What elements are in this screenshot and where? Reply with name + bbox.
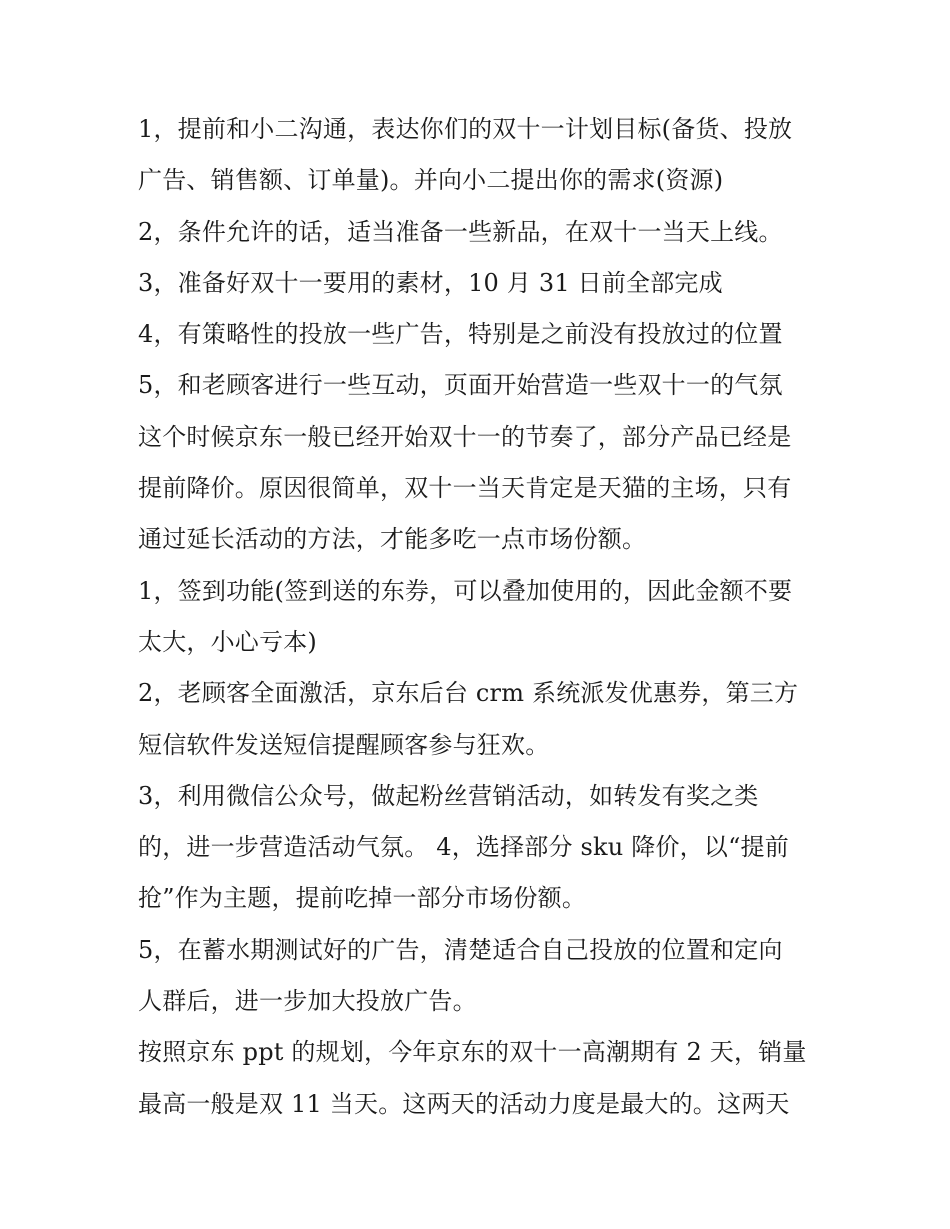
text-line: 3，准备好双十一要用的素材，10 月 31 日前全部完成 [138,268,723,297]
text-line: 提前降价。原因很简单，双十一当天肯定是天猫的主场，只有 [138,474,792,503]
text-line: 3，利用微信公众号，做起粉丝营销活动，如转发有奖之类 [138,781,759,810]
text-line: 太大，小心亏本) [138,627,317,656]
text-line: 5，和老顾客进行一些互动，页面开始营造一些双十一的气氛 [138,371,783,400]
text-line: 2，老顾客全面激活，京东后台 crm 系统派发优惠券，第三方 [138,679,799,708]
text-line: 2，条件允许的话，适当准备一些新品，在双十一当天上线。 [138,217,783,246]
text-line: 按照京东 ppt 的规划，今年京东的双十一高潮期有 2 天，销量 [138,1038,807,1067]
text-line: 5，在蓄水期测试好的广告，清楚适合自己投放的位置和定向 [138,935,783,964]
text-line: 1，签到功能(签到送的东券，可以叠加使用的，因此金额不要 [138,576,793,605]
body-text [138,104,828,1130]
text-line: 人群后，进一步加大投放广告。 [138,987,477,1016]
text-line: 广告、销售额、订单量)。并向小二提出你的需求(资源) [138,166,724,195]
text-line: 1，提前和小二沟通，表达你们的双十一计划目标(备货、投放 [138,115,793,143]
text-line: 抢”作为主题，提前吃掉一部分市场份额。 [138,884,587,913]
text-line: 这个时候京东一般已经开始双十一的节奏了，部分产品已经是 [138,422,792,451]
text-line: 的，进一步营造活动气氛。 4，选择部分 sku 降价，以“提前 [138,833,789,862]
text-line: 4，有策略性的投放一些广告，特别是之前没有投放过的位置 [138,320,783,349]
text-line: 短信软件发送短信提醒顾客参与狂欢。 [138,730,550,759]
text-line: 最高一般是双 11 当天。这两天的活动力度是最大的。这两天 [138,1089,790,1118]
text-line: 通过延长活动的方法，才能多吃一点市场份额。 [138,525,647,554]
